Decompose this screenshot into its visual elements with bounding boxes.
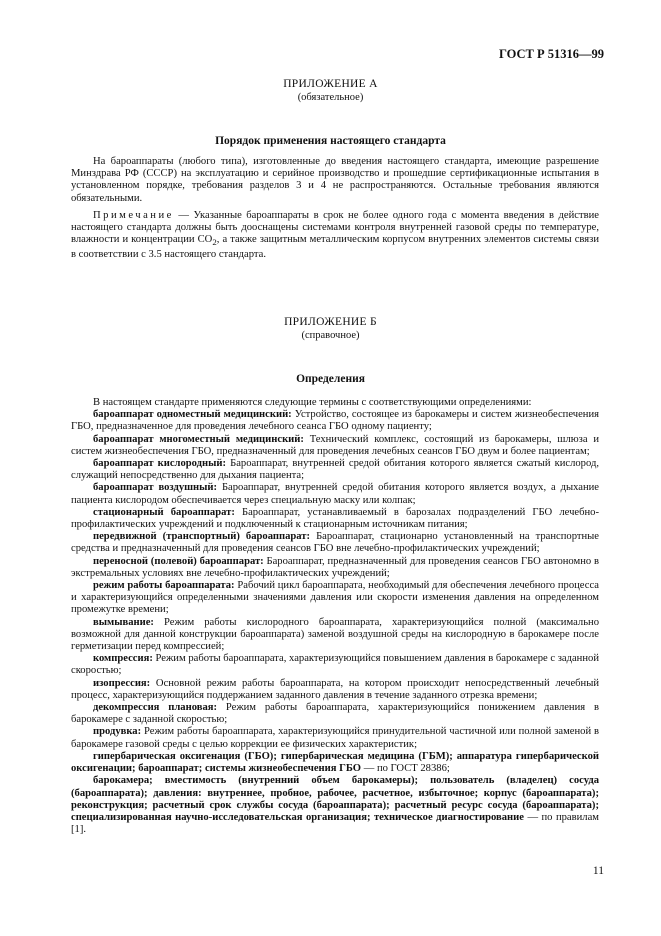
definition-term: стационарный бароаппарат: [93, 506, 235, 518]
definition-item [71, 702, 599, 726]
page-number: 11 [592, 865, 604, 877]
definition-term: передвижной (транспортный) бароаппарат: [93, 531, 311, 543]
definition-text: — по ГОСТ 28386; [361, 763, 450, 775]
appendix-b-title: ПРИЛОЖЕНИЕ Б [284, 316, 377, 328]
definition-item [71, 726, 599, 750]
definition-item [71, 580, 599, 617]
definition-text: Бароаппарат, стационарно установленный на транспортные средства и предназначенный для проведения сеансов ГБО вне лечебно-профилактических учреждений; [71, 531, 599, 555]
definition-item [71, 751, 599, 775]
definitions-list [71, 409, 599, 836]
definition-text: Основной режим работы бароаппарата, на котором происходит непосредственный лечебный процесс, характеризующийся поддержанием заданного давления в течение заданного отрезка времени; [71, 677, 599, 701]
definition-item [71, 617, 599, 654]
appendix-a-subtitle: (обязательное) [297, 92, 364, 103]
definition-item [71, 434, 599, 458]
definition-item [71, 556, 599, 580]
definition-term: декомпрессия плановая: [93, 702, 218, 714]
definition-term: гипербарическая оксигенация (ГБО); гипербарическая медицина (ГБМ); аппаратура гипербарической оксигенации; бароаппарат; системы жизнеобеспечения ГБО [71, 750, 599, 775]
definition-text: Технический комплекс, состоящий из барокамеры, шлюза и систем жизнеобеспечения ГБО, предназначенный для проведения лечебных сеансов ГБО двум и более пациентам; [71, 433, 599, 457]
definition-term: бароаппарат кислородный: [93, 458, 227, 470]
appendix-a-title: ПРИЛОЖЕНИЕ А [283, 78, 378, 90]
definition-term: барокамера; вместимость (внутренний объем барокамеры); пользователь (владелец) сосуда (бароаппарата); давления: внутреннее, пробное, рабочее, расчетное, избыточное; корпус (бароаппарата); реконструкция; расчетный срок службы сосуда (бароаппарата); расчетный ресурс сосуда (бароаппарата); специализированная научно-исследовательская организация; техническое диагностирование [71, 775, 599, 823]
document-code: ГОСТ Р 51316—99 [498, 47, 604, 61]
definition-text: Бароаппарат, предназначенный для проведения сеансов ГБО автономно в экстремальных условиях вне лечебно-профилактических учреждений; [71, 555, 599, 579]
definition-item [71, 409, 599, 433]
note-text-end: , а также защитным металлическим корпусом внутренних элементов системы связи в соответствии с 3.5 настоящего стандарта. [71, 234, 600, 260]
appendix-b-subtitle: (справочное) [301, 330, 360, 341]
definition-item [71, 458, 599, 482]
definition-text: — по правилам [1]. [71, 811, 599, 836]
note-label: Примечание [93, 209, 174, 221]
definition-term: режим работы бароаппарата: [93, 580, 235, 592]
definition-text: Бароаппарат, внутренней средой обитания которого является воздух, а дыхание пациента кислородом обеспечивается через специальную маску или колпак; [71, 482, 599, 506]
definition-text: Режим работы бароаппарата, характеризующийся принудительной частичной или полной заменой в барокамере газовой среды с целью коррекции ее физических характеристик; [71, 726, 599, 750]
definition-term: продувка: [93, 726, 142, 738]
definition-text: Бароаппарат, внутренней средой обитания которого является сжатый кислород, служащий непосредственно для дыхания пациента; [71, 458, 599, 482]
definition-text: Режим работы бароаппарата, характеризующийся повышением давления в барокамере с заданной скоростью; [71, 653, 599, 677]
definition-item [71, 678, 599, 702]
definition-item [71, 653, 599, 677]
appendix-a-body [71, 156, 599, 261]
definition-item [71, 507, 599, 531]
definition-text: Режим работы бароаппарата, характеризующийся понижением давления в барокамере с заданной скоростью; [71, 702, 599, 726]
definition-item [71, 775, 599, 836]
definition-text: Режим работы кислородного бароаппарата, характеризующийся полной (максимально возможной для данной конструкции бароаппарата) заменой воздушной среды на кислородную в барокамере после герметизации перед компрессией; [71, 616, 599, 653]
appendix-b-section-title: Определения [296, 373, 365, 385]
appendix-a-section-title: Порядок применения настоящего стандарта [215, 135, 446, 147]
definition-term: компрессия: [93, 653, 153, 665]
definitions-body [71, 397, 599, 836]
note-subscript: 2 [212, 237, 217, 248]
definition-text: Бароаппарат, устанавливаемый в барозалах подразделений ГБО лечебно-профилактических учреждений и подключенный к стационарным источникам питания; [71, 506, 599, 531]
definition-term: вымывание: [93, 616, 154, 628]
definition-text: Рабочий цикл бароаппарата, необходимый для обеспечения лечебного процесса и характеризующийся определенными значениями давления или скорости изменения давления на определенном промежутке времени; [71, 580, 599, 616]
note-text: — Указанные бароаппараты в срок не более одного года с момента введения в действие настоящего стандарта должны быть дооснащены системами контроля внутренней газовой среды по температуре, влажности и концентрации CO [71, 209, 599, 246]
definition-item [71, 531, 599, 555]
definitions-intro: В настоящем стандарте применяются следующие термины с соответствующими определениями: [93, 397, 532, 408]
definition-term: изопрессия: [93, 677, 151, 689]
definition-term: переносной (полевой) бароаппарат: [93, 555, 264, 567]
definition-term: бароаппарат воздушный: [93, 482, 218, 494]
definition-term: бароаппарат многоместный медицинский: [93, 433, 304, 445]
appendix-a-paragraph: На бароаппараты (любого типа), изготовленные до введения настоящего стандарта, имеющие разрешение Минздрава РФ (СССР) на эксплуатацию и серийное производство и прошедшие сертификационные испытания в установленном порядке, требования разделов 3 и 4 не распространяются. Остальные требования являются обязательными. [71, 156, 599, 204]
definition-term: бароаппарат одноместный медицинский: [93, 409, 292, 421]
definition-item [71, 482, 599, 506]
appendix-a-note [71, 210, 599, 261]
definition-text: Устройство, состоящее из барокамеры и систем жизнеобеспечения ГБО, предназначенное для проведения лечебного сеанса ГБО одному пациенту; [71, 409, 599, 433]
